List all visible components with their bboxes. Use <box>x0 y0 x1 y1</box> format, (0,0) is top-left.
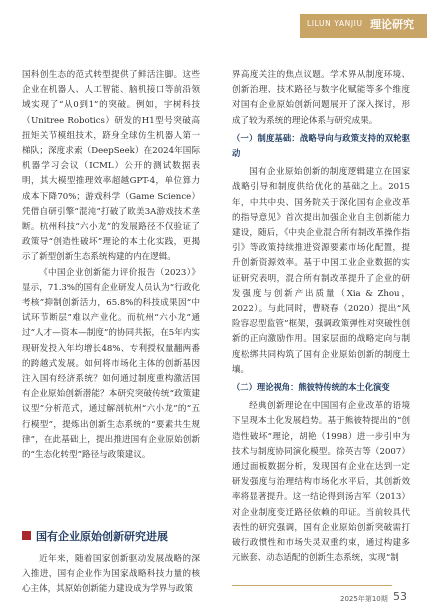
header-column-title: 理论研究 <box>370 18 414 31</box>
page-number: 53 <box>393 590 407 603</box>
paragraph-continuation: 界高度关注的焦点议题。学术界从制度环境、创新治理、技术路径与数字化赋能等多个维度对国有企业原始创新问题展开了深入探讨，形成了较为系统的理论体系与研究成果。 <box>232 70 410 126</box>
issue-label: 2025年第10期 <box>340 595 388 603</box>
right-column <box>232 68 410 567</box>
subsection-heading-1: （一）制度基础：战略导向与政策支持的双轮驱动 <box>232 132 410 159</box>
section-title: 国有企业原始创新研究进展 <box>36 530 168 543</box>
paragraph: 经典创新理论在中国国有企业改革的语境下呈现本土化发展趋势。基于熊彼特提出的“创造性破坏”理论，胡艳（1998）进一步引申为技术与制度协同演化模型。徐英吉等（2007）通过面板数据分析，发现国有企业在达到一定研发强度与治理结构市场化水平后，其创新效率将显著提升。这一结论得到汤吉军（2013）对企业制度变迁路径依赖的印证。当前较具代表性的研究强调，国有企业原始创新突破需打破行政惯性和市场失灵双重约束，通过构建多元嵌套、动态适配的创新生态系统，实现“制 <box>232 401 410 564</box>
left-column <box>22 68 200 463</box>
page-header <box>0 0 427 42</box>
paragraph: 近年来，随着国家创新驱动发展战略的深入推进，国有企业作为国家战略科技力量的核心主体，其原始创新能力建设成为学界与政策 <box>22 554 200 595</box>
paragraph: 《中国企业创新能力评价报告（2023）》显示，71.3%的国有企业研发人员认为“行政化考核”抑制创新活力，65.8%的科技成果因“中试环节断层”难以产业化。而杭州“六小龙”通过“人才—资本—制度”的协同共振，在5年内实现研发投入年均增长48%、专利授权量翻两番的跨越式发展。如何将市场化主体的创新基因注入国有经济系统？如何通过制度重构激活国有企业原始创新潜能？本研究突破传统“政策建议型”分析范式，通过解剖杭州“六小龙”的“五行模型”，提炼出创新生态系统的“要素共生规律”，在此基础上，提出推进国有企业原始创新的“生态化转型”路径与政策建议。 <box>22 267 200 461</box>
section-marker <box>22 531 31 540</box>
paragraph: 国有企业原始创新的制度逻辑建立在国家战略引导和制度供给优化的基础之上。2015年，中共中央、国务院关于深化国有企业改革的指导意见》首次提出加强企业自主创新能力建设，随后，《中央企业混合所有制改革操作指引》等政策持续推进资源要素市场化配置，提升创新资源效率。基于中国工业企业数据的实证研究表明，混合所有制改革提升了企业的研发强度与创新产出质量（Xia & Zhou，2022）。与此同时，曹晓春（2020）提出“风险容忍型监管”框架，强调政策弹性对突破性创新的正向激励作用。国家层面的战略定向与制度松绑共同构筑了国有企业原始创新的制度土壤。 <box>232 167 410 375</box>
subsection-heading-2: （二）理论视角：熊彼特传统的本土化演变 <box>232 382 390 393</box>
section-intro <box>22 552 200 598</box>
section-heading <box>22 528 222 544</box>
footer-rule <box>232 585 392 586</box>
header-pinyin: LILUN YANJIU <box>307 19 363 28</box>
paragraph-continuation: 国科创生态的范式转型提供了鲜活注脚。这些企业在机器人、人工智能、脑机接口等前沿领域实现了“从0到1”的突破。例如，宇树科技（Unitree Robotics）研发的H1型号突破高扭矩关节模组技术，跻身全球仿生机器人第一梯队；深度求索（DeepSeek）在2024年国际机器学习会议（ICML）公开的测试数据表明，其大模型推理效率超越GPT-4，单位算力成本下降70%；游戏科学（Game Science）凭借自研引擎“混沌”打破了欧美3A游戏技术垄断。杭州科技“六小龙”的发展路径不仅验证了政策导“创造性破坏”理论的本土化实践，更揭示了新型创新生态系统构建的内在逻辑。 <box>22 70 200 263</box>
